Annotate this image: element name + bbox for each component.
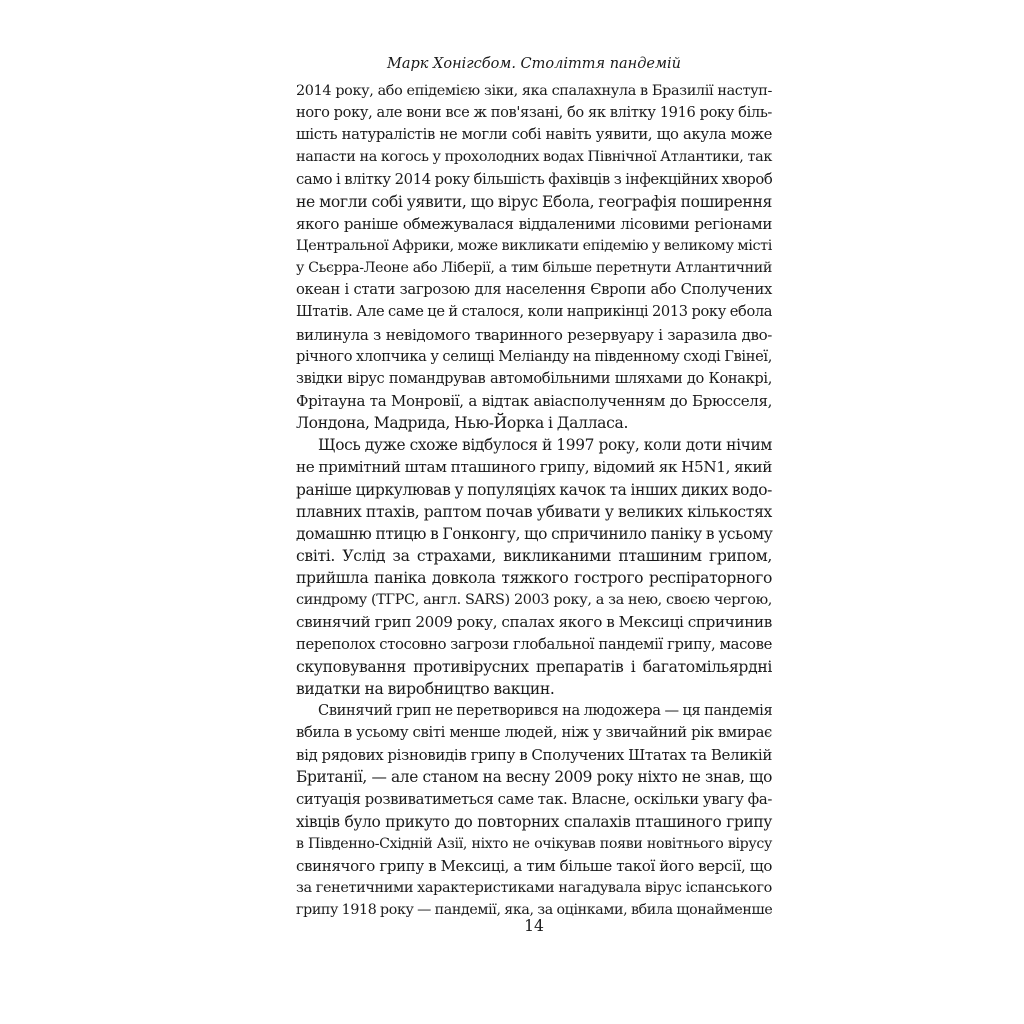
text-line: 2014 року, або епідемією зіки, яка спалахнула в Бразилії наступ- [296,83,772,99]
text-line: напасти на когось у прохолодних водах Північної Атлантики, так [296,149,772,166]
text-line: скуповування противірусних препаратів і багатомільярдні [296,657,772,676]
text-line: Центральної Африки, може викликати епідемію у великому місті [296,237,773,254]
text-line: домашню птицю в Гонконгу, що спричинило паніку в усьому [296,524,773,543]
page-number: 14 [524,917,544,935]
text-line: світі. Услід за страхами, викликаними пташиним грипом, [296,546,772,565]
paragraph-3 [296,700,772,921]
text-line: Щось дуже схоже відбулося й 1997 року, коли доти нічим [318,436,772,455]
text-line: свинячого грипу в Мексиці, а тим більше такої його версії, що [296,856,772,875]
text-line: Штатів. Але саме це й сталося, коли наприкінці 2013 року ебола [296,303,773,321]
text-line: хівців було прикуто до повторних спалахів пташиного грипу [296,812,772,831]
text-line: Британії, — але станом на весну 2009 року ніхто не знав, що [296,768,772,787]
text-line: видатки на виробництво вакцин. [296,679,555,698]
text-line: свинячий грип 2009 року, спалах якого в Мексиці спричинив [296,613,772,632]
text-line: шість натуралістів не могли собі навіть уявити, що акула може [296,126,772,144]
text-line: переполох стосовно загрози глобальної пандемії грипу, масове [296,635,772,653]
running-header: Марк Хонігсбом. Століття пандемій [386,56,681,72]
text-line: Фрітауна та Монровії, а відтак авіасполученням до Брюсселя, [296,391,772,410]
text-line: океан і стати загрозою для населення Європи або Сполучених [296,281,772,299]
text-line: вбила в усьому світі менше людей, ніж у звичайний рік вмирає [296,724,772,742]
text-line: у Сьєрра-Леоне або Ліберії, а тим більше перетнути Атлантичний [296,260,772,277]
text-line: звідки вірус помандрував автомобільними шляхами до Конакрі, [296,369,772,387]
text-line: не могли собі уявити, що вірус Ебола, географія поширення [296,192,772,211]
text-line: ного року, але вони все ж пов'язані, бо як влітку 1916 року біль- [296,104,772,122]
text-line: Свинячий грип не перетворився на людожера — ця пандемія [318,701,773,719]
body-text [296,80,772,921]
text-line: Лондона, Мадрида, Нью-Йорка і Далласа. [296,414,629,433]
text-line: вилинула з невідомого тваринного резервуару і заразила дво- [296,325,772,344]
text-line: річного хлопчика у селищі Меліанду на південному сході Гвінеї, [296,347,772,365]
text-line: від рядових різновидів грипу в Сполучених Штатах та Великій [296,746,772,765]
paragraph-2 [296,434,772,700]
text-line: якого раніше обмежувалася віддаленими лісовими регіонами [296,214,772,233]
text-line: за генетичними характеристиками нагадувала вірус іспанського [296,880,772,897]
text-line: прийшла паніка довкола тяжкого гострого респіраторного [296,569,772,588]
text-line: раніше циркулював у популяціях качок та інших диких водо- [296,480,772,499]
text-line: грипу 1918 року — пандемії, яка, за оцінками, вбила щонайменше [296,902,773,919]
text-line: плавних птахів, раптом почав убивати у великих кількостях [296,502,772,521]
text-line: ситуація розвиватиметься саме так. Власне, оскільки увагу фа- [296,790,772,808]
text-line: само і влітку 2014 року більшість фахівців з інфекційних хвороб [296,170,773,188]
text-line: в Південно-Східній Азії, ніхто не очікував появи новітнього вірусу [296,835,772,852]
text-line: синдрому (ТГРС, англ. SARS) 2003 року, а за нею, своєю чергою, [296,592,772,609]
text-line: не примітний штам пташиного грипу, відомий як H5N1, який [296,458,772,477]
paragraph-1 [296,80,772,434]
